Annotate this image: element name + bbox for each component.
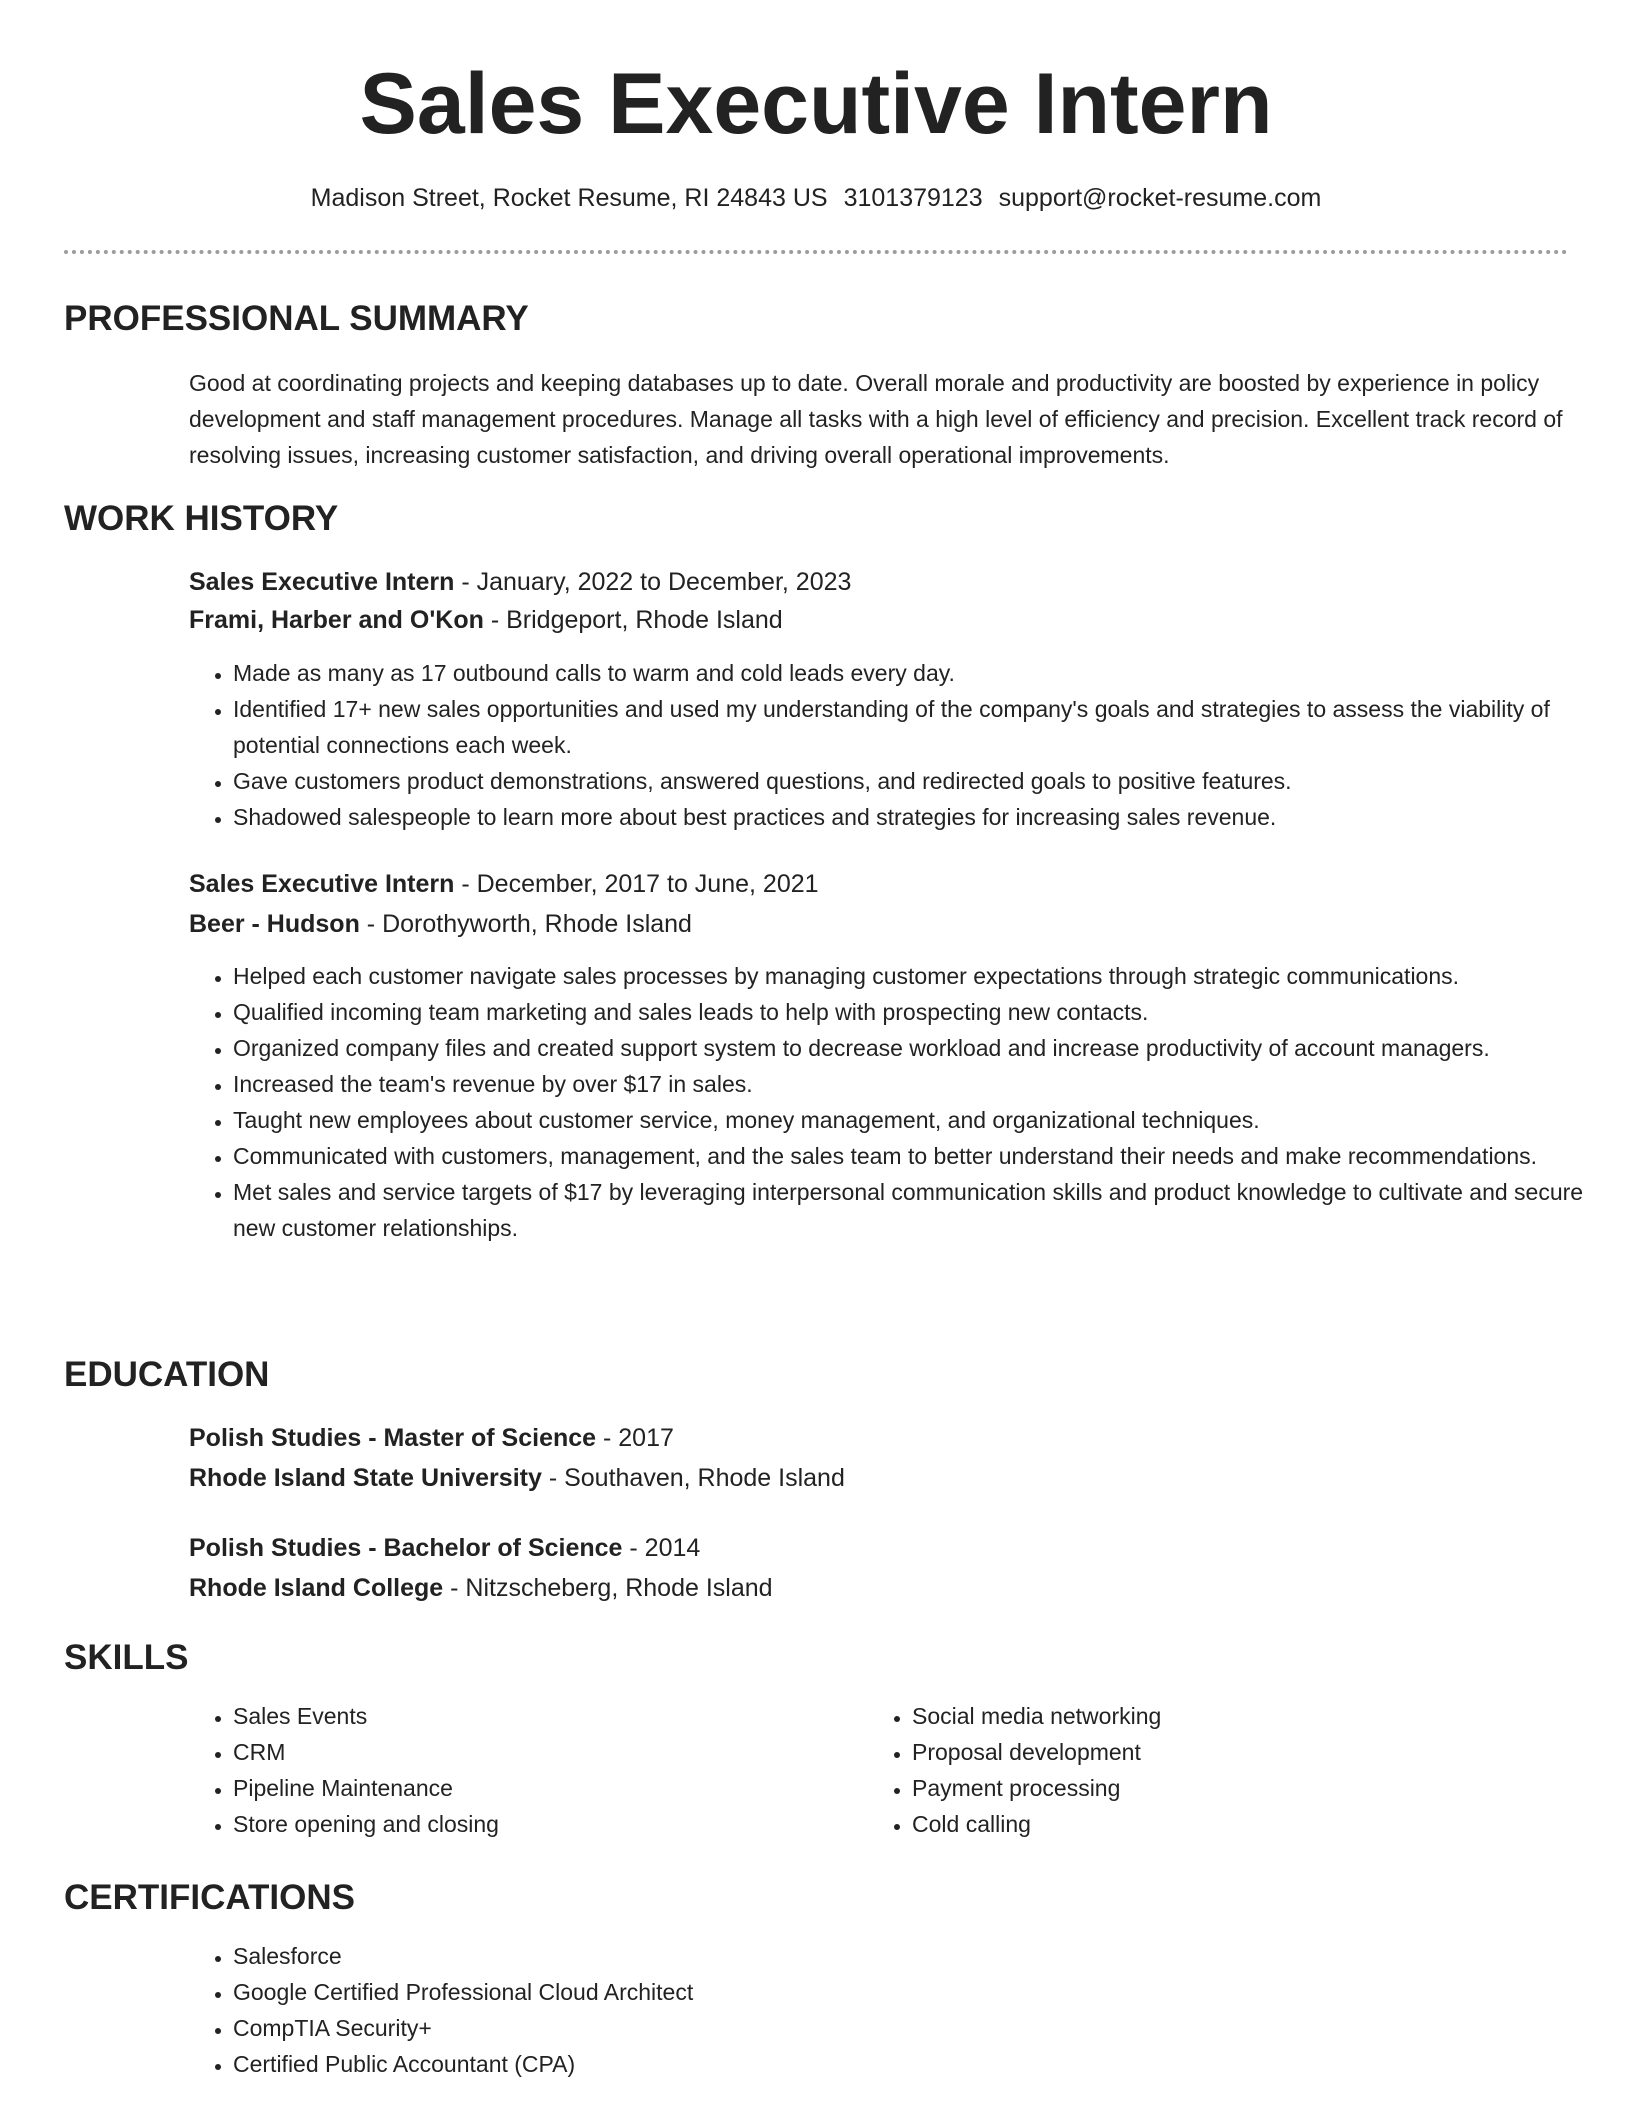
- list-item: • Pipeline Maintenance: [233, 1770, 863, 1806]
- education-location: - Southaven, Rhode Island: [541, 1464, 845, 1492]
- list-item: • Shadowed salespeople to learn more about best practices and strategies for increasing sales revenue.: [233, 799, 1623, 835]
- contact-phone: 3101379123: [843, 184, 983, 212]
- job-dates: - January, 2022 to December, 2023: [454, 568, 852, 596]
- list-item: • Social media networking: [912, 1698, 1592, 1734]
- list-item: • CompTIA Security+: [233, 2010, 1623, 2046]
- education-degree-line: [189, 1530, 700, 1566]
- skills-list-left: [189, 1698, 863, 1842]
- list-item: • Sales Events: [233, 1698, 863, 1734]
- job-bullets: [189, 655, 1623, 835]
- job-role: Sales Executive Intern: [189, 870, 455, 898]
- work-history-heading: WORK HISTORY: [64, 499, 339, 538]
- list-item: • Identified 17+ new sales opportunities and used my understanding of the company's goals and strategies to assess the viability of potential connections each week.: [233, 691, 1623, 763]
- list-item: • Certified Public Accountant (CPA): [233, 2046, 1623, 2082]
- job-bullets: [189, 958, 1623, 1246]
- list-item: • Increased the team's revenue by over $17 in sales.: [233, 1066, 1623, 1102]
- job-role: Sales Executive Intern: [189, 568, 455, 596]
- header-divider: [64, 250, 1568, 254]
- education-school: Rhode Island State University: [189, 1464, 542, 1492]
- list-item: • Communicated with customers, management, and the sales team to better understand their needs and make recommendations.: [233, 1138, 1623, 1174]
- job-location: - Dorothyworth, Rhode Island: [359, 910, 692, 938]
- job-company: Beer - Hudson: [189, 910, 360, 938]
- list-item: • CRM: [233, 1734, 863, 1770]
- list-item: • Cold calling: [912, 1806, 1592, 1842]
- job-company: Frami, Harber and O'Kon: [189, 606, 484, 634]
- job-location: - Bridgeport, Rhode Island: [483, 606, 783, 634]
- list-item: • Proposal development: [912, 1734, 1592, 1770]
- education-location: - Nitzscheberg, Rhode Island: [443, 1574, 773, 1602]
- education-year: - 2017: [596, 1424, 674, 1452]
- list-item: • Salesforce: [233, 1938, 1623, 1974]
- list-item: • Organized company files and created support system to decrease workload and increase productivity of account managers.: [233, 1030, 1623, 1066]
- summary-heading: PROFESSIONAL SUMMARY: [64, 299, 529, 338]
- education-school-line: [189, 1460, 845, 1496]
- list-item: • Helped each customer navigate sales processes by managing customer expectations through strategic communications.: [233, 958, 1623, 994]
- summary-text: Good at coordinating projects and keeping databases up to date. Overall morale and productivity are boosted by experience in policy development and staff management procedures. Manage all tasks with a high level of efficiency and precision. Excellent track record of resolving issues, increasing customer satisfaction, and driving overall operational improvements.: [189, 370, 1563, 468]
- education-degree: Polish Studies - Bachelor of Science: [189, 1534, 623, 1562]
- contact-address: Madison Street, Rocket Resume, RI 24843 US: [310, 184, 828, 212]
- job-company-line: [189, 602, 783, 638]
- job-dates: - December, 2017 to June, 2021: [454, 870, 819, 898]
- list-item: • Qualified incoming team marketing and sales leads to help with prospecting new contacts.: [233, 994, 1623, 1030]
- candidate-name: Sales Executive Intern: [359, 56, 1273, 152]
- skills-list-right: [868, 1698, 1592, 1842]
- certifications-heading: CERTIFICATIONS: [64, 1878, 356, 1917]
- contact-email: support@rocket-resume.com: [998, 184, 1322, 212]
- list-item: • Gave customers product demonstrations, answered questions, and redirected goals to positive features.: [233, 763, 1623, 799]
- job-title-line: [189, 564, 851, 600]
- list-item: • Google Certified Professional Cloud Architect: [233, 1974, 1623, 2010]
- job-company-line: [189, 906, 692, 942]
- contact-line: [0, 180, 1632, 216]
- list-item: • Taught new employees about customer service, money management, and organizational techniques.: [233, 1102, 1623, 1138]
- list-item: • Payment processing: [912, 1770, 1592, 1806]
- education-school-line: [189, 1570, 773, 1606]
- list-item: • Made as many as 17 outbound calls to warm and cold leads every day.: [233, 655, 1623, 691]
- list-item: • Met sales and service targets of $17 by leveraging interpersonal communication skills and product knowledge to cultivate and secure new customer relationships.: [233, 1174, 1623, 1246]
- education-year: - 2014: [622, 1534, 701, 1562]
- education-degree-line: [189, 1420, 674, 1456]
- education-school: Rhode Island College: [189, 1574, 444, 1602]
- certifications-list: [189, 1938, 1623, 2082]
- education-degree: Polish Studies - Master of Science: [189, 1424, 597, 1452]
- skills-heading: SKILLS: [64, 1638, 189, 1677]
- education-heading: EDUCATION: [64, 1355, 270, 1394]
- job-title-line: [189, 866, 819, 902]
- list-item: • Store opening and closing: [233, 1806, 863, 1842]
